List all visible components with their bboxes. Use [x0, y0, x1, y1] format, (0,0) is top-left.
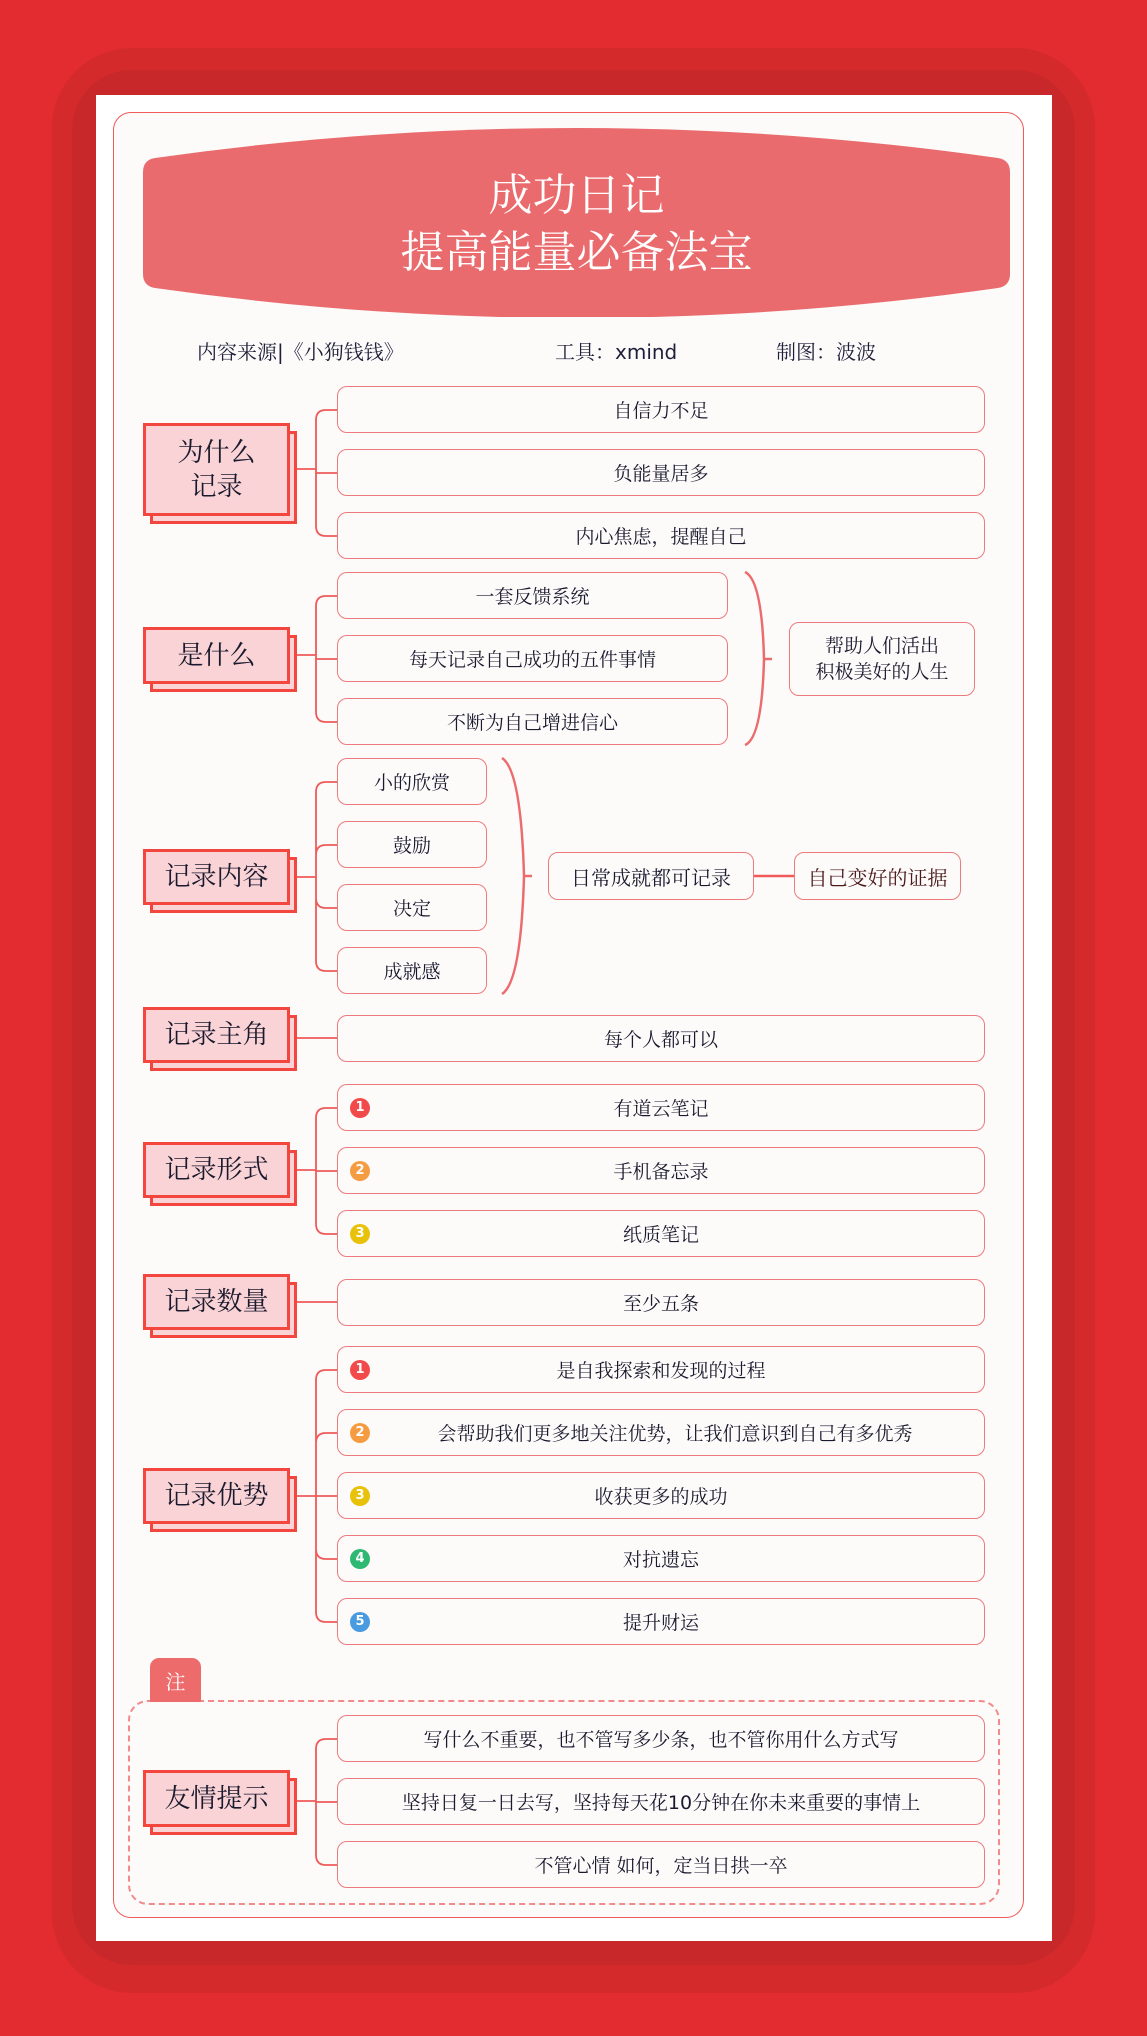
- topic-advantage[interactable]: 记录优势: [143, 1468, 290, 1524]
- subtopic-tips-3[interactable]: 不管心情 如何，定当日拱一卒: [337, 1841, 985, 1888]
- summary-content[interactable]: 日常成就都可记录: [548, 852, 754, 900]
- number-4-icon: 4: [350, 1549, 370, 1569]
- subtopic-form-3[interactable]: [337, 1210, 985, 1257]
- subtopic-label: 提升财运: [622, 1612, 699, 1634]
- subtopic-count-1[interactable]: 至少五条: [337, 1279, 985, 1326]
- subtopic-what-3[interactable]: 不断为自己增进信心: [337, 698, 728, 745]
- subtopic-advantage-1[interactable]: [337, 1346, 985, 1393]
- meta-source: 内容来源|《小狗钱钱》: [197, 340, 404, 364]
- topic-tips[interactable]: 友情提示: [143, 1770, 290, 1827]
- subtopic-form-2[interactable]: [337, 1147, 985, 1194]
- subtopic-content-2[interactable]: 鼓励: [337, 821, 487, 868]
- number-1-icon: 1: [350, 1098, 370, 1118]
- subtopic-label: 会帮助我们更多地关注优势，让我们意识到自己有多优秀: [437, 1423, 913, 1445]
- number-5-icon: 5: [350, 1612, 370, 1632]
- meta-tool: 工具：xmind: [555, 340, 678, 364]
- subtopic-advantage-4[interactable]: [337, 1535, 985, 1582]
- subtopic-label: 纸质笔记: [622, 1224, 699, 1246]
- title-line-2: 提高能量必备法宝: [400, 227, 753, 278]
- subtopic-label: 手机备忘录: [613, 1161, 709, 1183]
- topic-what[interactable]: 是什么: [143, 627, 290, 684]
- subtopic-what-1[interactable]: 一套反馈系统: [337, 572, 728, 619]
- subtopic-tips-1[interactable]: 写什么不重要，也不管写多少条，也不管你用什么方式写: [337, 1715, 985, 1762]
- topic-content[interactable]: 记录内容: [143, 849, 290, 905]
- topic-label-line2: 记录: [190, 471, 243, 502]
- subtopic-advantage-5[interactable]: [337, 1598, 985, 1645]
- number-1-icon: 1: [350, 1360, 370, 1380]
- subtopic-label: 对抗遗忘: [622, 1549, 699, 1571]
- subtopic-content-4[interactable]: 成就感: [337, 947, 487, 994]
- topic-who[interactable]: 记录主角: [143, 1007, 290, 1063]
- subtopic-why-1[interactable]: 自信力不足: [337, 386, 985, 433]
- topic-why-record[interactable]: [143, 423, 290, 516]
- number-2-icon: 2: [350, 1161, 370, 1181]
- number-3-icon: 3: [350, 1486, 370, 1506]
- subtopic-form-1[interactable]: [337, 1084, 985, 1131]
- summary-content-child[interactable]: 自己变好的证据: [794, 852, 961, 900]
- summary-line1: 帮助人们活出: [824, 635, 939, 657]
- summary-what[interactable]: [789, 622, 975, 696]
- subtopic-what-2[interactable]: 每天记录自己成功的五件事情: [337, 635, 728, 682]
- subtopic-content-3[interactable]: 决定: [337, 884, 487, 931]
- topic-form[interactable]: 记录形式: [143, 1142, 290, 1198]
- meta-author: 制图：波波: [776, 340, 876, 364]
- subtopic-label: 收获更多的成功: [594, 1486, 728, 1508]
- title-line-1: 成功日记: [488, 170, 665, 221]
- subtopic-why-2[interactable]: 负能量居多: [337, 449, 985, 496]
- subtopic-why-3[interactable]: 内心焦虑，提醒自己: [337, 512, 985, 559]
- subtopic-content-1[interactable]: 小的欣赏: [337, 758, 487, 805]
- subtopic-advantage-2[interactable]: [337, 1409, 985, 1456]
- number-2-icon: 2: [350, 1423, 370, 1443]
- subtopic-label: 是自我探索和发现的过程: [556, 1360, 766, 1382]
- note-tag[interactable]: 注: [150, 1658, 201, 1702]
- topic-label-line1: 为什么: [177, 437, 256, 468]
- summary-line2: 积极美好的人生: [815, 661, 949, 683]
- subtopic-label: 有道云笔记: [613, 1098, 709, 1120]
- subtopic-advantage-3[interactable]: [337, 1472, 985, 1519]
- subtopic-tips-2[interactable]: 坚持日复一日去写，坚持每天花10分钟在你未来重要的事情上: [337, 1778, 985, 1825]
- topic-count[interactable]: 记录数量: [143, 1274, 290, 1330]
- number-3-icon: 3: [350, 1224, 370, 1244]
- subtopic-who-1[interactable]: 每个人都可以: [337, 1015, 985, 1062]
